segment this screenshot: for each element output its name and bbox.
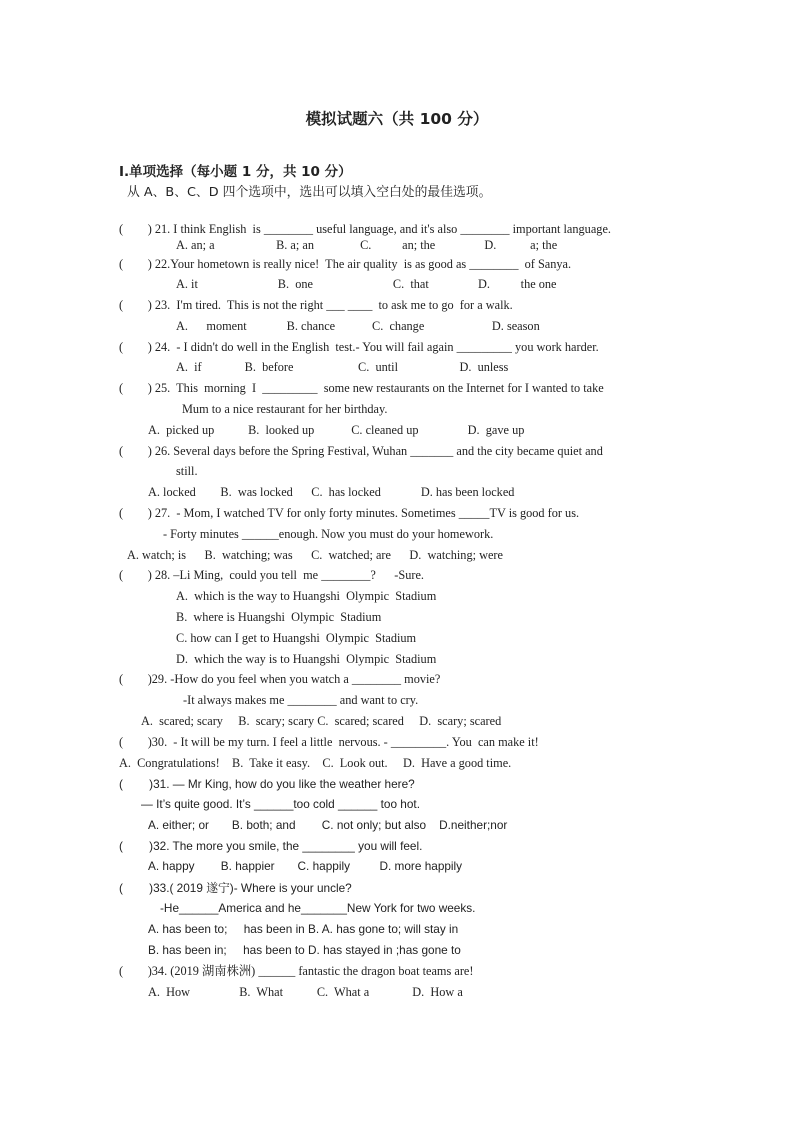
question-21: ( ) 21. I think English is ________ useful language, and it's also ________ important language. [119, 222, 611, 236]
options-25: A. picked up B. looked up C. cleaned up D. gave up [148, 423, 525, 437]
question-31-continued: — It’s quite good. It’s ______too cold ______ too hot. [141, 797, 420, 811]
option-28-d: D. which the way is to Huangshi Olympic Stadium [176, 652, 437, 666]
question-23: ( ) 23. I'm tired. This is not the right ___ ____ to ask me to go for a walk. [119, 298, 513, 312]
question-28: ( ) 28. –Li Ming, could you tell me ________? -Sure. [119, 568, 424, 582]
question-29-continued: -It always makes me ________ and want to cry. [183, 693, 419, 707]
question-32: ( )32. The more you smile, the ________ you will feel. [119, 839, 423, 853]
options-26: A. locked B. was locked C. has locked D. has been locked [148, 485, 515, 499]
question-30: ( )30. - It will be my turn. I feel a little nervous. - _________. You can make it! [119, 735, 539, 749]
section-instruction: 从 A、B、C、D 四个选项中，选出可以填入空白处的最佳选项。 [127, 185, 492, 200]
question-26: ( ) 26. Several days before the Spring Festival, Wuhan _______ and the city became quiet and [119, 444, 603, 458]
question-26-continued: still. [176, 464, 198, 478]
question-27: ( ) 27. - Mom, I watched TV for only forty minutes. Sometimes _____TV is good for us. [119, 506, 580, 520]
page-title: 模拟试题六（共 100 分） [305, 110, 489, 128]
question-31: ( )31. — Mr King, how do you like the weather here? [119, 777, 415, 791]
question-24: ( ) 24. - I didn't do well in the English test.- You will fail again _________ you work harder. [119, 340, 599, 354]
option-28-a: A. which is the way to Huangshi Olympic Stadium [176, 589, 437, 603]
question-25-continued: Mum to a nice restaurant for her birthday. [182, 402, 388, 416]
question-25: ( ) 25. This morning I _________ some new restaurants on the Internet for I wanted to take [119, 381, 604, 395]
option-28-b: B. where is Huangshi Olympic Stadium [176, 610, 382, 624]
question-27-continued: - Forty minutes ______enough. Now you must do your homework. [163, 527, 494, 541]
options-27: A. watch; is B. watching; was C. watched; are D. watching; were [127, 548, 503, 562]
options-21: A. an; a B. a; an C. an; the D. a; the [176, 238, 558, 252]
options-29: A. scared; scary B. scary; scary C. scared; scared D. scary; scared [141, 714, 502, 728]
question-33: ( )33.( 2019 遂宁)- Where is your uncle? [119, 881, 352, 895]
options-34: A. How B. What C. What a D. How a [148, 985, 463, 999]
options-30: A. Congratulations! B. Take it easy. C. Look out. D. Have a good time. [119, 756, 512, 770]
question-34: ( )34. (2019 湖南株洲) ______ fantastic the dragon boat teams are! [119, 964, 474, 978]
question-29: ( )29. -How do you feel when you watch a ________ movie? [119, 672, 441, 686]
options-33-line-2: B. has been in; has been to D. has stayed in ;has gone to [148, 943, 461, 957]
options-22: A. it B. one C. that D. the one [176, 277, 557, 291]
section-heading: I.单项选择（每小题 1 分，共 10 分） [119, 164, 352, 180]
options-32: A. happy B. happier C. happily D. more happily [148, 859, 463, 873]
options-23: A. moment B. chance C. change D. season [176, 319, 540, 333]
option-28-c: C. how can I get to Huangshi Olympic Stadium [176, 631, 417, 645]
question-22: ( ) 22.Your hometown is really nice! The air quality is as good as ________ of Sanya. [119, 257, 572, 271]
options-33-line-1: A. has been to; has been in B. A. has gone to; will stay in [148, 922, 459, 936]
options-24: A. if B. before C. until D. unless [176, 360, 509, 374]
options-31: A. either; or B. both; and C. not only; but also D.neither;nor [148, 818, 508, 832]
question-33-continued: -He______America and he_______New York for two weeks. [160, 901, 476, 915]
